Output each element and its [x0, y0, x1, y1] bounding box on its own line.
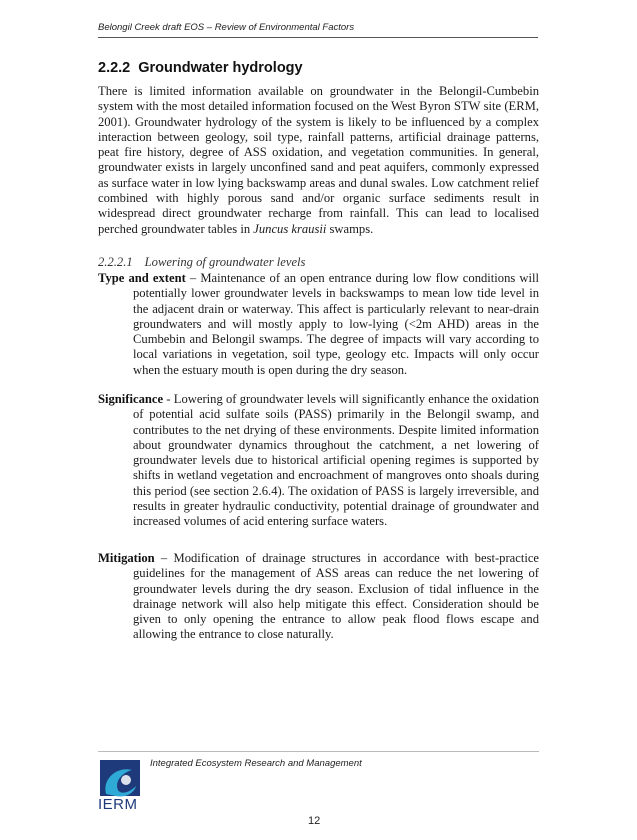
running-title: Belongil Creek draft EOS – Review of Environmental Factors [98, 22, 355, 33]
subsection-title: Lowering of groundwater levels [144, 255, 306, 269]
entry-term: Mitigation [98, 551, 155, 565]
intro-text-end: swamps. [326, 221, 374, 236]
logo-text: IERM [98, 796, 138, 813]
entry-type-and-extent [98, 271, 539, 378]
subsection-number: 2.2.2.1 [98, 255, 133, 269]
entry-term: Significance [98, 392, 164, 406]
entry-term: Type and extent [98, 271, 186, 285]
entry-text: Maintenance of an open entrance during low flow conditions will potentially lower groundwater levels in backswamps to mean low tide level in the adjacent drain or waterway. This affect is particularly relevant to near-drain groundwaters and will mostly apply to low-lying (<2m AHD) areas in the Cumbebin and Belongil swamps. The degree of impacts will vary according to local variations in vegetation, soil type, geology etc. Impacts will only occur when the estuary mouth is open during the dry season. [133, 271, 540, 377]
species-name: Juncus krausii [253, 221, 327, 236]
footer-divider [98, 751, 539, 752]
entry-separator: – [154, 551, 174, 565]
entry-text: Modification of drainage structures in accordance with best-practice guidelines for the management of ASS areas can reduce the net lowering of groundwater levels during the dry season. Exclusion of tidal influence in the drainage network will also help mitigate this effect. Consideration should be given to only opening the entrance to allow peak flood flows escape and allowing the entrance to close naturally. [133, 551, 540, 642]
page-number: 12 [308, 815, 321, 827]
section-heading [98, 60, 303, 76]
entry-text: Lowering of groundwater levels will significantly enhance the oxidation of potential acid sulfate soils (PASS) primarily in the Belongil swamp, and contributes to the net drying of these environments. Despite limited information about groundwater dynamics throughout the catchment, a net lowering of groundwater levels due to historical artificial opening regimes is supported by shifts in wetland vegetation and encroachment of mangroves onto shoals during this period (see section 2.6.4). The oxidation of PASS is largely irreversible, and results in greater hydraulic conductivity, potential drainage of groundwater and increased volumes of acid entering surface waters. [133, 392, 539, 529]
intro-text: There is limited information available on groundwater in the Belongil-Cumbebin system with the most detailed information focused on the West Byron STW site (ERM, 2001). Groundwater hydrology of the system is likely to be influenced by a complex interaction between geology, soil type, rainfall patterns, artificial drainage patterns, peat fire history, degree of ASS oxidation, and vegetation communities. In general, groundwater exists in largely unconfined sand and peat aquifers, commonly expressed as surface water in low lying backswamp areas and dunal swales. Low catchment relief combined with highly porous sand and/or organic surface sediments result in widespread direct groundwater recharge from rainfall. This can lead to localised perched groundwater tables in [98, 84, 539, 236]
entry-separator: – [185, 271, 201, 285]
entry-significance [98, 392, 539, 530]
running-header [98, 22, 538, 38]
entry-separator: - [163, 392, 174, 406]
subsection-heading [98, 255, 305, 270]
section-title: Groundwater hydrology [138, 60, 303, 76]
footer-org-name: Integrated Ecosystem Research and Management [150, 758, 362, 769]
section-number: 2.2.2 [98, 60, 131, 76]
intro-paragraph [98, 84, 539, 237]
entry-mitigation [98, 551, 539, 643]
